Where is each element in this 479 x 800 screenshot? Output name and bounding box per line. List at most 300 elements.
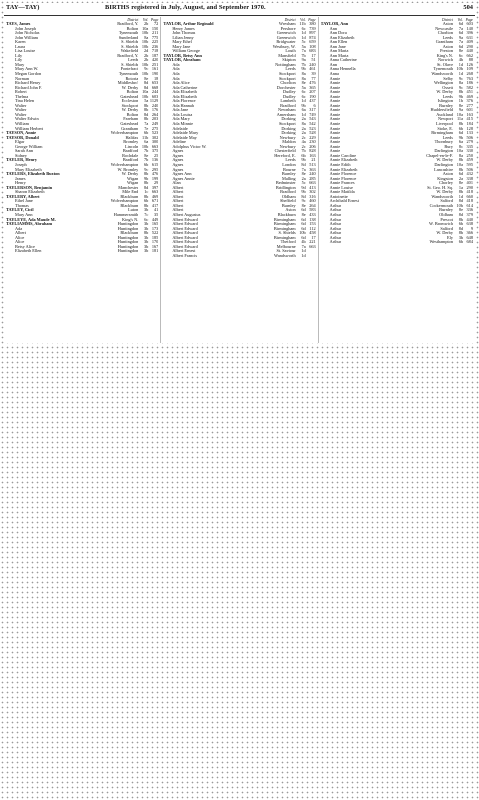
- entry-volume: 8b: [458, 190, 463, 195]
- entry-page: 285: [309, 176, 316, 181]
- entry-district: Skipton: [282, 58, 296, 63]
- entry-page: 828: [309, 149, 316, 154]
- entry-page: 290: [466, 44, 473, 49]
- entry-district: Aston: [442, 44, 453, 49]
- entry-volume: 10b: [141, 44, 149, 49]
- entry-volume: 6d: [301, 208, 306, 213]
- entry-district: Bradford: [122, 158, 139, 163]
- entry-volume: 1a: [458, 185, 463, 190]
- entry-district: Sunderland: [118, 35, 139, 40]
- heading-district: District: [284, 18, 296, 22]
- entry-page: 186: [466, 81, 473, 86]
- heading-vol: Vol.: [300, 18, 306, 22]
- entry-district: Leeds: [128, 58, 139, 63]
- entry-district: Preston: [440, 49, 453, 54]
- entry-district: St. Olave: [436, 62, 453, 67]
- entry-name: Ada: [172, 62, 180, 67]
- entry-name: Walter: [15, 103, 27, 108]
- entry-name: Annie Florence: [329, 172, 357, 177]
- entry-name: Ada Alice: [172, 81, 190, 86]
- entry-volume: 7b: [301, 149, 306, 154]
- entry-name: Ada: [172, 67, 180, 72]
- entry-district: Greenwich: [276, 35, 296, 40]
- entry-page: 380: [309, 22, 316, 26]
- entry-volume: 8e: [458, 181, 463, 186]
- entry-district: W. Derby: [121, 85, 139, 90]
- entry-district: Lincoln: [124, 144, 139, 149]
- entry-page: 251: [151, 62, 159, 67]
- entry-name: Agnes: [172, 158, 184, 163]
- entry-volume: 10b: [141, 144, 149, 149]
- entry-district: Lambeth: [280, 99, 296, 104]
- entry-name: Albert Edward: [172, 226, 198, 231]
- entry-page: 199: [151, 176, 159, 181]
- entry-page: 476: [309, 81, 316, 86]
- entry-page: 150: [151, 26, 159, 31]
- entry-volume: 7a: [301, 49, 306, 54]
- entry-volume: 9c: [144, 167, 149, 172]
- entry-district: Leeds: [442, 35, 453, 40]
- entry-name: Anna Hennella: [329, 67, 356, 72]
- entry-district: Chapel-en-le-F.: [426, 153, 453, 158]
- entry-district: Thetford: [280, 240, 296, 245]
- entry-page: 173: [151, 226, 159, 231]
- entry-name: Archibald Ernest: [329, 199, 359, 204]
- entry-district: Blackburn: [120, 194, 139, 199]
- entry-name: Richard Henry: [15, 81, 41, 86]
- entry-volume: 10b: [456, 67, 463, 72]
- entry-district: Burnley: [439, 208, 453, 213]
- entry-name: Albert: [172, 190, 184, 195]
- entry-name: Annie: [329, 135, 341, 140]
- entry-page: 109: [466, 67, 473, 72]
- entry-page: 207: [309, 90, 316, 95]
- entry-name: TAYLERS, Elizabeth Buxton: [6, 172, 60, 177]
- entry-volume: 1d: [301, 31, 306, 36]
- entry-district: Islington: [437, 99, 453, 104]
- entry-volume: 6b: [144, 131, 149, 136]
- entry-volume: 8e: [301, 172, 306, 177]
- entry-page: 582: [466, 85, 473, 90]
- entry-district: Stockport: [278, 122, 296, 127]
- entry-page: 244: [151, 90, 159, 95]
- entry-volume: 11b: [142, 135, 149, 140]
- entry-page: 397: [151, 185, 159, 190]
- entry-district: Ossett: [442, 85, 453, 90]
- entry-district: King's N.: [122, 217, 139, 222]
- entry-volume: 8e: [144, 153, 149, 158]
- entry-name: Lilian Jenny: [172, 35, 194, 40]
- entry-name: TAYLERY, Albert: [6, 194, 40, 199]
- entry-page: 522: [151, 231, 159, 236]
- entry-name: Elgar: [15, 140, 25, 145]
- entry-volume: 8b: [144, 181, 149, 186]
- entry-page: 300: [151, 140, 159, 145]
- entry-page: 230: [309, 140, 316, 145]
- entry-name: Adolphus Victor W.: [172, 144, 207, 149]
- entry-district: Birmingham: [273, 222, 296, 227]
- entry-page: 603: [466, 22, 473, 26]
- entry-district: Stoke, E.: [437, 126, 453, 131]
- entry-volume: 6d: [458, 22, 463, 26]
- entry-page: 153: [309, 222, 316, 227]
- entry-name: Annie: [329, 149, 341, 154]
- entry-page: 240: [309, 172, 316, 177]
- entry-name: Adelaide May: [172, 135, 197, 140]
- entry-volume: 8b: [458, 167, 463, 172]
- entry-page: 72: [154, 22, 159, 26]
- entry-page: 366: [466, 231, 473, 236]
- entry-volume: 6b: [458, 240, 463, 245]
- entry-name: TAYLEY, Cicil: [6, 208, 34, 213]
- entry-name: Annie Florence: [329, 176, 357, 181]
- entry-name: Ann Maria: [329, 53, 349, 58]
- entry-page: 302: [151, 135, 159, 140]
- entry-page: 112: [309, 226, 316, 231]
- entry-name: Adelaide: [172, 126, 188, 131]
- entry-name: TAYLOR, Arthur Reginald: [163, 22, 214, 26]
- entry-name: Annie: [329, 103, 341, 108]
- entry-volume: 8b: [144, 108, 149, 113]
- entry-page: 136: [151, 158, 159, 163]
- entry-page: 317: [309, 108, 316, 113]
- entry-page: 595: [466, 162, 473, 167]
- entry-district: Dudley: [283, 94, 296, 99]
- entry-page: 21: [311, 158, 316, 163]
- entry-page: 190: [309, 94, 316, 99]
- entry-name: Mary Ethel: [172, 40, 192, 45]
- entry-volume: 8b: [458, 90, 463, 95]
- entry-volume: 8b: [458, 231, 463, 236]
- entry-name: Albert Francis: [172, 253, 198, 258]
- entry-volume: 1d: [458, 72, 463, 77]
- entry-page: 413: [309, 185, 316, 190]
- entry-volume: 7b: [301, 62, 306, 67]
- entry-volume: 2a: [301, 131, 306, 136]
- entry-page: 18: [154, 76, 159, 81]
- entry-name: Annie Edith: [329, 162, 351, 167]
- entry-volume: 8b: [144, 103, 149, 108]
- entry-page: 161: [151, 67, 159, 72]
- entry-page: 290: [466, 185, 473, 190]
- entry-name: TAYLOR, Abraham: [163, 58, 201, 63]
- entry-district: Hammersmith: [113, 212, 139, 217]
- entry-name: Mary Jane: [172, 44, 191, 49]
- entry-district: Wrexham: [278, 22, 296, 26]
- heading-district: District: [127, 18, 139, 22]
- entry-district: Huntingdon: [117, 222, 139, 227]
- entry-name: TAYLIAMMS, Abraham: [6, 222, 53, 227]
- entry-volume: 8a: [144, 35, 149, 40]
- entry-page: 35: [154, 212, 159, 217]
- entry-volume: 7b: [144, 158, 149, 163]
- entry-district: King's N.: [436, 53, 453, 58]
- entry-name: John William: [15, 35, 39, 40]
- entry-name: Annie Caroline: [329, 153, 357, 158]
- entry-name: Agnes: [172, 149, 184, 154]
- entry-page: 417: [151, 203, 159, 208]
- entry-name: Ann Ellen: [329, 40, 348, 45]
- entry-name: Annie Louise: [329, 185, 353, 190]
- entry-volume: 7e: [144, 126, 149, 131]
- entry-volume: 10a: [456, 162, 463, 167]
- entry-district: Hereford, E.: [274, 153, 296, 158]
- entry-district: Dorchester: [276, 85, 296, 90]
- entry-name: John Thomas: [172, 31, 196, 36]
- entry-name: Walter Edwin: [15, 117, 39, 122]
- entry-volume: 2a: [301, 126, 306, 131]
- entry-page: 1129: [149, 99, 159, 104]
- entry-volume: 2c: [301, 144, 306, 149]
- entry-name: Lisa Louise: [15, 49, 36, 54]
- entry-name: Annie: [329, 81, 341, 86]
- entry-district: W. Bromwich: [429, 222, 453, 227]
- entry-page: 163: [466, 112, 473, 117]
- entry-district: Wigan: [127, 176, 139, 181]
- register-entry: [163, 254, 315, 259]
- entry-volume: 8b: [144, 194, 149, 199]
- entry-district: Bridgwater: [276, 40, 296, 45]
- entry-name: James: [15, 176, 26, 181]
- entry-volume: 8a: [301, 72, 306, 77]
- page-header: [4, 3, 475, 16]
- entry-page: 458: [309, 231, 316, 236]
- entry-volume: 9d: [301, 185, 306, 190]
- entry-district: Bradford, Y.: [117, 22, 139, 26]
- entry-district: Maldon: [282, 140, 296, 145]
- entry-district: Tynemouth: [118, 72, 139, 77]
- entry-page: 418: [466, 190, 473, 195]
- entry-volume: 11b: [299, 22, 306, 26]
- entry-volume: 10b: [141, 94, 149, 99]
- entry-district: Dorking: [281, 126, 296, 131]
- entry-page: 763: [466, 76, 473, 81]
- entry-page: 126: [466, 62, 473, 67]
- entry-name: William George: [172, 49, 200, 54]
- entry-page: 396: [466, 31, 473, 36]
- entry-district: S. Shields: [278, 231, 296, 236]
- entry-volume: 9c: [144, 67, 149, 72]
- entry-page: 874: [309, 35, 316, 40]
- entry-name: Albert Ernest: [172, 249, 196, 254]
- entry-name: Arthur: [329, 226, 342, 231]
- entry-district: W. Bromley: [117, 167, 139, 172]
- entry-volume: 7a: [301, 244, 306, 249]
- entry-district: Auckland: [436, 112, 453, 117]
- entry-volume: 5a: [144, 99, 149, 104]
- entry-name: Annie Matilda: [329, 190, 355, 195]
- entry-page: 240: [151, 103, 159, 108]
- entry-page: 108: [309, 44, 316, 49]
- entry-volume: 8e: [301, 212, 306, 217]
- entry-volume: 3b: [144, 244, 149, 249]
- entry-page: 775: [151, 35, 159, 40]
- entry-name: Albert Edward: [172, 240, 198, 245]
- entry-page: 401: [466, 181, 473, 186]
- entry-district: Aston: [285, 208, 296, 213]
- entry-page: 660: [466, 194, 473, 199]
- entry-district: Blackburn: [277, 212, 296, 217]
- entry-district: Chorley: [439, 181, 453, 186]
- entry-volume: 9a: [458, 35, 463, 40]
- entry-page: 662: [466, 53, 473, 58]
- entry-name: Annie Elizabeth: [329, 167, 358, 172]
- entry-volume: 3b: [144, 240, 149, 245]
- entry-volume: 8b: [458, 217, 463, 222]
- entry-volume: 1d: [458, 194, 463, 199]
- entry-district: Cockermouth: [429, 203, 453, 208]
- entry-volume: 1d: [301, 253, 306, 258]
- entry-page: 41: [154, 208, 159, 213]
- entry-district: Westhampton: [429, 240, 453, 245]
- entry-page: 739: [309, 26, 316, 31]
- entry-district: Louth: [285, 49, 296, 54]
- entry-district: Stockport: [278, 76, 296, 81]
- entry-page: 663: [151, 144, 159, 149]
- entry-name: Laura: [15, 44, 26, 49]
- heading-page: Page: [308, 18, 316, 22]
- entry-volume: 4b: [301, 240, 306, 245]
- entry-volume: 9a: [458, 108, 463, 113]
- entry-page: 295: [151, 167, 159, 172]
- index-range: TAY—TAY): [6, 4, 40, 11]
- entry-name: Betsy Alice: [15, 244, 35, 249]
- entry-page: 379: [466, 212, 473, 217]
- entry-name: Annie: [329, 90, 341, 95]
- entry-page: 140: [466, 26, 473, 31]
- entry-district: S. Shields: [121, 62, 139, 67]
- entry-volume: 6b: [144, 199, 149, 204]
- entry-page: 542: [309, 122, 316, 127]
- entry-name: Joseph: [15, 162, 27, 167]
- entry-volume: 8e: [144, 76, 149, 81]
- entry-page: 167: [151, 244, 159, 249]
- entry-district: W. Derby: [436, 158, 453, 163]
- entry-district: Amersham: [276, 112, 296, 117]
- heading-vol: Vol.: [142, 18, 149, 22]
- entry-page: 376: [466, 99, 473, 104]
- entry-name: Albert Edward: [172, 222, 198, 227]
- entry-page: 601: [466, 108, 473, 113]
- entry-volume: 1d: [301, 99, 306, 104]
- entry-district: Lancashire: [434, 167, 453, 172]
- entry-district: Leeds: [442, 94, 453, 99]
- entry-district: Rotoria: [125, 76, 139, 81]
- entry-district: Norwich: [437, 58, 453, 63]
- entry-name: TAYS, James: [6, 22, 31, 26]
- entry-district: Chorlton: [437, 31, 453, 36]
- register-column-1: [4, 17, 161, 343]
- entry-district: Huntingdon: [117, 226, 139, 231]
- entry-name: Megan Gordon: [15, 72, 42, 77]
- entry-district: Blackburn: [120, 231, 139, 236]
- heading-page: Page: [465, 18, 473, 22]
- entry-volume: 7a: [458, 26, 463, 31]
- entry-name: Ann Elizabeth: [329, 35, 355, 40]
- entry-volume: 4a: [301, 140, 306, 145]
- entry-district: W. Derby: [436, 90, 453, 95]
- entry-volume: 6d: [301, 217, 306, 222]
- entry-name: Ada: [15, 226, 23, 231]
- entry-volume: 8d: [301, 162, 306, 167]
- entry-district: Westbury, W.: [272, 44, 296, 49]
- entry-volume: 2d: [144, 49, 149, 54]
- entry-name: Annie: [329, 76, 341, 81]
- entry-page: 181: [151, 249, 159, 254]
- entry-district: Newport: [437, 117, 453, 122]
- entry-district: Darlington: [434, 149, 453, 154]
- entry-name: Ada Louisa: [172, 112, 193, 117]
- entry-district: Aston: [442, 172, 453, 177]
- entry-volume: 4b: [458, 58, 463, 63]
- entry-volume: 1c: [144, 190, 149, 195]
- entry-volume: 8d: [144, 112, 149, 117]
- entry-district: Blackburn: [120, 203, 139, 208]
- heading-page: Page: [150, 18, 159, 22]
- entry-district: Birmingham: [273, 217, 296, 222]
- heading-vol: Vol.: [457, 18, 463, 22]
- entry-volume: 8b: [144, 172, 149, 177]
- entry-page: 460: [309, 199, 316, 204]
- entry-page: 88: [468, 58, 473, 63]
- entry-district: Thornbury: [434, 140, 453, 145]
- entry-name: Ada Elizabeth: [172, 90, 197, 95]
- entry-name: Richard John F.: [15, 85, 42, 90]
- entry-district: Eccleston: [121, 99, 139, 104]
- entry-volume: 8d: [144, 81, 149, 86]
- entry-page: 336: [466, 208, 473, 213]
- page-title: BIRTHS registered in July, August, and September 1970.: [105, 4, 266, 11]
- entry-district: Sheffield: [279, 199, 296, 204]
- entry-district: Gateshead: [120, 94, 139, 99]
- entry-volume: 9b: [458, 94, 463, 99]
- entry-page: 170: [151, 240, 159, 245]
- entry-volume: 7a: [301, 167, 306, 172]
- entry-name: Arthur: [329, 222, 342, 227]
- entry-page: 184: [466, 122, 473, 127]
- entry-page: 440: [466, 217, 473, 222]
- register-column-3: [319, 17, 475, 343]
- entry-volume: 3b: [144, 222, 149, 227]
- entry-volume: 1d: [301, 35, 306, 40]
- entry-page: 432: [466, 172, 473, 177]
- entry-name: Arthur: [329, 212, 342, 217]
- register-column-2: [161, 17, 318, 343]
- entry-district: Selby: [443, 76, 453, 81]
- entry-page: 663: [309, 181, 316, 186]
- entry-district: Huntingdon: [117, 244, 139, 249]
- entry-volume: 6a: [458, 140, 463, 145]
- entry-district: Huntingdon: [117, 240, 139, 245]
- entry-volume: 9b: [301, 190, 306, 195]
- entry-volume: 6c: [301, 26, 306, 31]
- entry-volume: 2b: [144, 58, 149, 63]
- entry-name: Mary: [15, 62, 25, 67]
- entry-district: Dudley: [283, 90, 296, 95]
- entry-name: Annie: [329, 131, 341, 136]
- entry-page: 420: [151, 58, 159, 63]
- entry-district: Grantham: [121, 126, 139, 131]
- entry-page: 17: [311, 53, 316, 58]
- entry-volume: 9b: [458, 135, 463, 140]
- entry-page: 138: [309, 217, 316, 222]
- entry-volume: 10a: [142, 26, 149, 31]
- register-entry: [321, 240, 473, 245]
- entry-page: 363: [309, 167, 316, 172]
- entry-name: Albert Augustus: [172, 212, 201, 217]
- entry-volume: 8d: [458, 226, 463, 231]
- entry-name: Thelma: [15, 94, 29, 99]
